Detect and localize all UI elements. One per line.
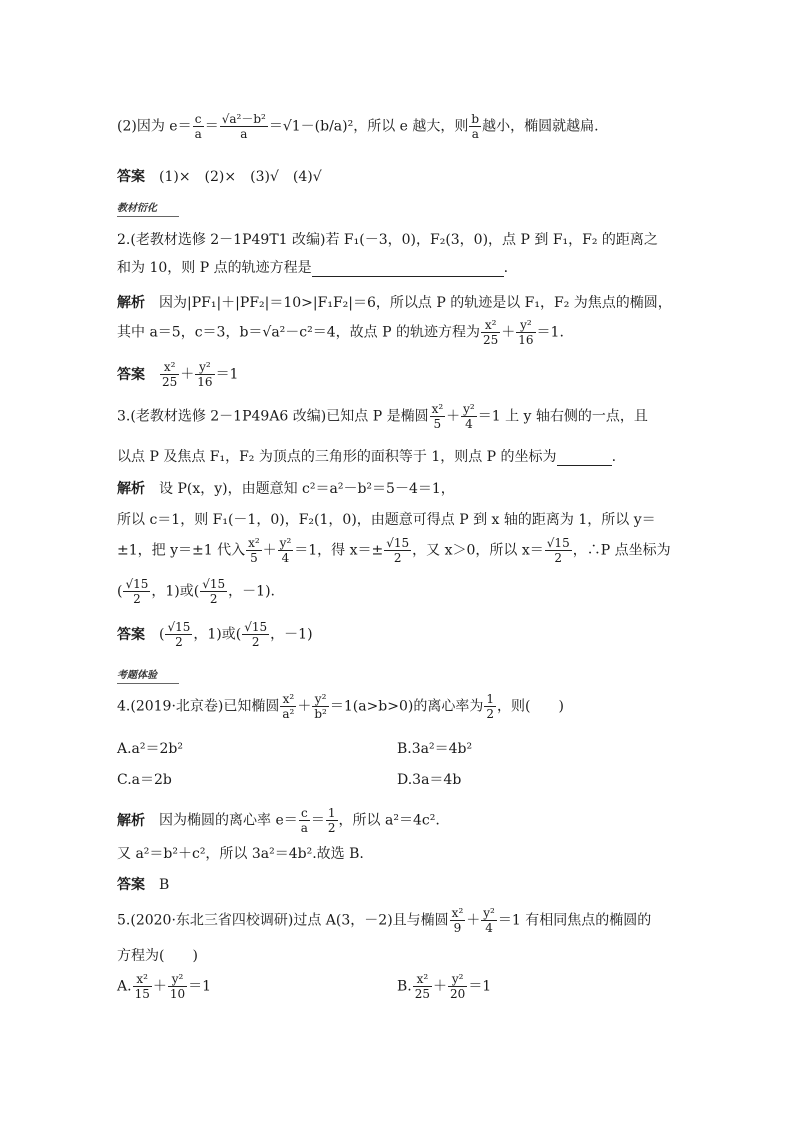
fraction: $\frac{√15}{2}$ <box>167 620 191 649</box>
fraction: $\frac{b}{a}$ <box>471 112 480 141</box>
answer-label: 答案 <box>117 626 145 643</box>
section-underline <box>117 683 179 684</box>
fraction: $\frac{\text{y²}}{4}$ <box>279 536 292 565</box>
q3-analysis-line-2: 所以 c＝1，则 F₁(－1，0)，F₂(1，0)，由题意可得点 P 到 x 轴的距离为 1，所以 y＝ <box>117 512 656 528</box>
fraction: $\frac{\text{x²}}{15}$ <box>134 972 150 1001</box>
fraction: $\frac{\text{y²}}{16}$ <box>518 318 534 347</box>
fraction: $\frac{\text{y²}}{4}$ <box>483 906 495 935</box>
fraction: $\frac{1}{2}$ <box>486 692 494 721</box>
q3-analysis-line-4: ( $\frac{√15}{2}$ ，1)或( $\frac{√15}{2}$ ，－1). <box>117 577 275 606</box>
q4-analysis-line-2: 又 a²＝b²＋c²，所以 3a²＝4b².故选 B. <box>117 846 364 862</box>
sqrt-expression: ＝√1－(b/a)² <box>268 118 354 135</box>
q4-answer-line <box>117 874 169 894</box>
fraction: $\frac{1}{2}$ <box>327 806 336 835</box>
q2-analysis-line-1: 解析 因为|PF₁|＋|PF₂|＝10>|F₁F₂|＝6，所以点 P 的轨迹是以 F₁，F₂ 为焦点的椭圆， <box>117 295 672 311</box>
fraction: $\frac{\text{x²}}{25}$ <box>162 360 178 389</box>
q5-option-b[interactable]: B. $\frac{\text{x²}}{25}$ ＋ $\frac{\text{y²}}{20}$ ＝1 <box>397 972 492 1001</box>
answer-text: (1)× (2)× (3)√ (4)√ <box>159 169 322 185</box>
fraction: $\frac{√15}{2}$ <box>244 620 268 649</box>
answer-blank <box>557 451 612 466</box>
q1-answer-line <box>117 166 322 186</box>
answer-label: 答案 <box>117 877 145 893</box>
answer-label: 答案 <box>117 366 145 383</box>
q4-analysis-line-1: 解析 因为椭圆的离心率 e＝ $\frac{c}{a}$ ＝ $\frac{1}{2}$ ，所以 a²＝4c². <box>117 806 440 835</box>
answer-label: 答案 <box>117 169 145 185</box>
fraction: $\frac{\text{x²}}{9}$ <box>451 906 464 935</box>
q3-answer-line: 答案 ( $\frac{√15}{2}$ ，1)或( $\frac{√15}{2}$ ，－1) <box>117 620 313 649</box>
fraction: $\frac{\text{y²}}{4}$ <box>463 402 475 431</box>
q5-option-a[interactable]: A. $\frac{\text{x²}}{15}$ ＋ $\frac{\text{y²}}{10}$ ＝1 <box>117 972 212 1001</box>
fraction: $\frac{\text{x²}}{5}$ <box>248 536 260 565</box>
analysis-label: 解析 <box>117 812 145 829</box>
section-exam-header: 考题体验 <box>117 666 157 681</box>
fraction: $\frac{√15}{2}$ <box>202 577 226 606</box>
fraction: $\frac{√15}{2}$ <box>125 577 149 606</box>
q1-expl-text: (2)因为 e＝ <box>117 118 192 135</box>
fraction: $\frac{\text{y²}}{\text{b²}}$ <box>314 692 327 721</box>
analysis-label: 解析 <box>117 481 145 497</box>
q2-answer-line: 答案 $\frac{\text{x²}}{25}$ ＋ $\frac{\text{y²}}{16}$ ＝1 <box>117 360 239 389</box>
fraction: $\frac{√15}{2}$ <box>386 536 410 565</box>
q3-stem-line-1: 3.(老教材选修 2－1P49A6 改编)已知点 P 是椭圆 $\frac{\text{x²}}{5}$ ＋ $\frac{\text{y²}}{4}$ ＝1 上 y 轴右侧的一点，且 <box>117 402 648 431</box>
fraction: $\frac{\text{x²}}{25}$ <box>414 972 431 1001</box>
fraction: $\frac{\text{√a²－b²}}{a}$ <box>221 112 266 141</box>
fraction: $\frac{c}{a}$ <box>300 806 308 835</box>
section-textbook-header: 教材衍化 <box>117 199 157 214</box>
fraction: $\frac{√15}{2}$ <box>546 536 570 565</box>
fraction: $\frac{\text{y²}}{16}$ <box>197 360 213 389</box>
q5-stem-line-2: 方程为( ) <box>117 948 198 964</box>
fraction: $\frac{\text{x²}}{25}$ <box>482 318 499 347</box>
answer-blank <box>312 262 504 277</box>
q3-stem-line-2: 以点 P 及焦点 F₁，F₂ 为顶点的三角形的面积等于 1，则点 P 的坐标为 . <box>117 449 617 465</box>
fraction: $\frac{\text{y²}}{20}$ <box>450 972 466 1001</box>
fraction: $\frac{c}{a}$ <box>194 112 202 141</box>
q3-analysis-line-1: 解析 设 P(x，y)，由题意知 c²＝a²－b²＝5－4＝1， <box>117 481 455 497</box>
q4-stem-line: 4.(2019·北京卷)已知椭圆 $\frac{\text{x²}}{\text{a²}}$ ＋ $\frac{\text{y²}}{\text{b²}}$ ＝1(a>b>0)的离心率为 $\frac{1}{2}$ ，则( ) <box>117 692 564 721</box>
answer-text: B <box>159 877 170 893</box>
q5-stem-line-1: 5.(2020·东北三省四校调研)过点 A(3，－2)且与椭圆 $\frac{\text{x²}}{9}$ ＋ $\frac{\text{y²}}{4}$ ＝1 有相同焦点的椭圆的 <box>117 906 652 935</box>
q4-option-c[interactable]: C.a＝2b <box>117 772 172 788</box>
q2-analysis-line-2: 其中 a＝5，c＝3，b＝√a²－c²＝4，故点 P 的轨迹方程为 $\frac{\text{x²}}{25}$ ＋ $\frac{\text{y²}}{16}$ ＝1. <box>117 318 564 347</box>
fraction: $\frac{\text{x²}}{\text{a²}}$ <box>282 692 295 721</box>
section-underline <box>117 216 179 217</box>
q1-explanation-line: (2)因为 e＝ $\frac{c}{a}$ ＝ $\frac{\text{√a²－b²}}{a}$ ＝√1－(b/a)²，所以 e 越大，则 $\frac{b}{a}$ 越小，椭圆就越扁. <box>117 112 599 141</box>
analysis-label: 解析 <box>117 295 145 311</box>
q3-analysis-line-3: ±1，把 y＝±1 代入 $\frac{\text{x²}}{5}$ ＋ $\frac{\text{y²}}{4}$ ＝1，得 x＝± $\frac{√15}{2}$ ，又 x＞0，所以 x＝ $\frac{√15}{2}$ ，∴P 点坐标为 <box>117 536 671 565</box>
q4-option-a[interactable]: A.a²＝2b² <box>117 741 184 757</box>
q2-stem-line-1: 2.(老教材选修 2－1P49T1 改编)若 F₁(－3，0)，F₂(3，0)，点 P 到 F₁，F₂ 的距离之 <box>117 232 658 248</box>
fraction: $\frac{\text{y²}}{10}$ <box>169 972 186 1001</box>
q2-stem-line-2: 和为 10，则 P 点的轨迹方程是 . <box>117 260 509 276</box>
q4-option-d[interactable]: D.3a＝4b <box>397 772 462 788</box>
fraction: $\frac{\text{x²}}{5}$ <box>431 402 444 431</box>
q4-option-b[interactable]: B.3a²＝4b² <box>397 741 473 757</box>
